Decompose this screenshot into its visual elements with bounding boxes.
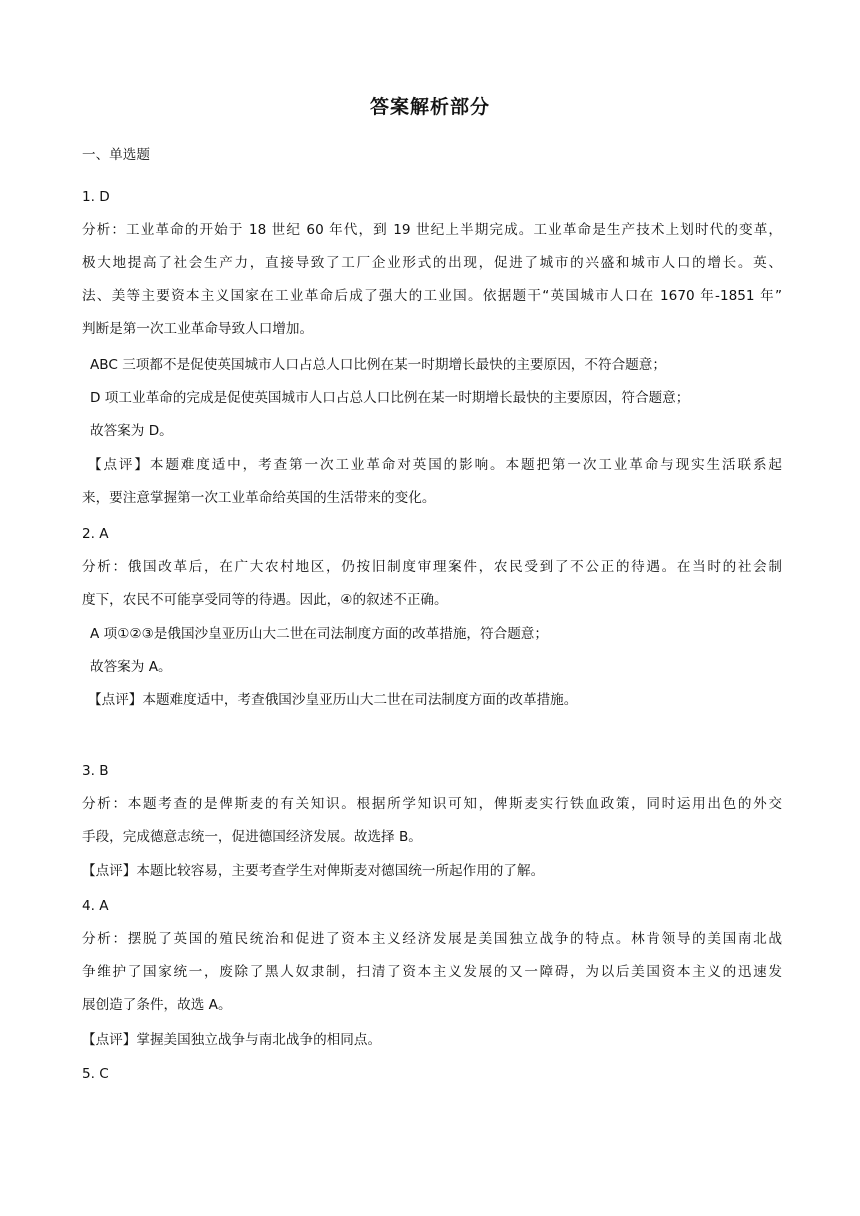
answer-2-comment-line: 【点评】本题难度适中，考查俄国沙皇亚历山大二世在司法制度方面的改革措施。 (88, 692, 578, 708)
answer-2-conclusion: 故答案为 A。 (90, 659, 172, 675)
section-heading: 一、单选题 (82, 147, 150, 163)
page-title: 答案解析部分 (369, 96, 490, 118)
answer-3-head: 3. B (82, 763, 109, 779)
answer-2-option-line: A 项①②③是俄国沙皇亚历山大二世在司法制度方面的改革措施，符合题意； (90, 626, 548, 642)
answer-2-analysis-line: 分析：俄国改革后，在广大农村地区，仍按旧制度审理案件，农民受到了不公正的待遇。在当时的社会制 (82, 559, 782, 575)
answer-4-analysis-line: 分析：摆脱了英国的殖民统治和促进了资本主义经济发展是美国独立战争的特点。林肯领导的美国南北战 (82, 931, 782, 947)
answer-1-analysis-line: 极大地提高了社会生产力，直接导致了工厂企业形式的出现，促进了城市的兴盛和城市人口的增长。英、 (82, 255, 782, 271)
answer-3-analysis-line: 手段，完成德意志统一，促进德国经济发展。故选择 B。 (82, 829, 422, 845)
answer-1-analysis-line: 法、美等主要资本主义国家在工业革命后成了强大的工业国。依据题干“英国城市人口在 1670 年-1851 年” (82, 288, 782, 304)
answer-1-option-line: ABC 三项都不是促使英国城市人口占总人口比例在某一时期增长最快的主要原因，不符合题意； (90, 357, 666, 373)
answer-4-analysis-line: 展创造了条件，故选 A。 (82, 997, 232, 1013)
answer-1-head: 1. D (82, 189, 110, 205)
answer-1-comment-line: 来，要注意掌握第一次工业革命给英国的生活带来的变化。 (82, 490, 436, 506)
answer-5-head: 5. C (82, 1066, 109, 1082)
answer-1-conclusion: 故答案为 D。 (90, 423, 173, 439)
answer-1-option-line: D 项工业革命的完成是促使英国城市人口占总人口比例在某一时期增长最快的主要原因，符合题意； (90, 390, 690, 406)
answer-4-comment-line: 【点评】掌握美国独立战争与南北战争的相同点。 (82, 1032, 382, 1048)
answer-1-comment-line: 【点评】本题难度适中，考查第一次工业革命对英国的影响。本题把第一次工业革命与现实生活联系起 (88, 457, 782, 473)
answer-3-comment-line: 【点评】本题比较容易，主要考查学生对俾斯麦对德国统一所起作用的了解。 (82, 863, 545, 879)
answer-2-analysis-line: 度下，农民不可能享受同等的待遇。因此，④的叙述不正确。 (82, 592, 448, 608)
answer-4-head: 4. A (82, 898, 109, 914)
answer-1-analysis-line: 判断是第一次工业革命导致人口增加。 (82, 321, 314, 337)
answer-3-analysis-line: 分析：本题考查的是俾斯麦的有关知识。根据所学知识可知，俾斯麦实行铁血政策，同时运用出色的外交 (82, 796, 782, 812)
answer-1-analysis-line: 分析：工业革命的开始于 18 世纪 60 年代，到 19 世纪上半期完成。工业革命是生产技术上划时代的变革， (82, 222, 782, 238)
answer-4-analysis-line: 争维护了国家统一，废除了黑人奴隶制，扫清了资本主义发展的又一障碍，为以后美国资本主义的迅速发 (82, 964, 782, 980)
answer-2-head: 2. A (82, 526, 109, 542)
